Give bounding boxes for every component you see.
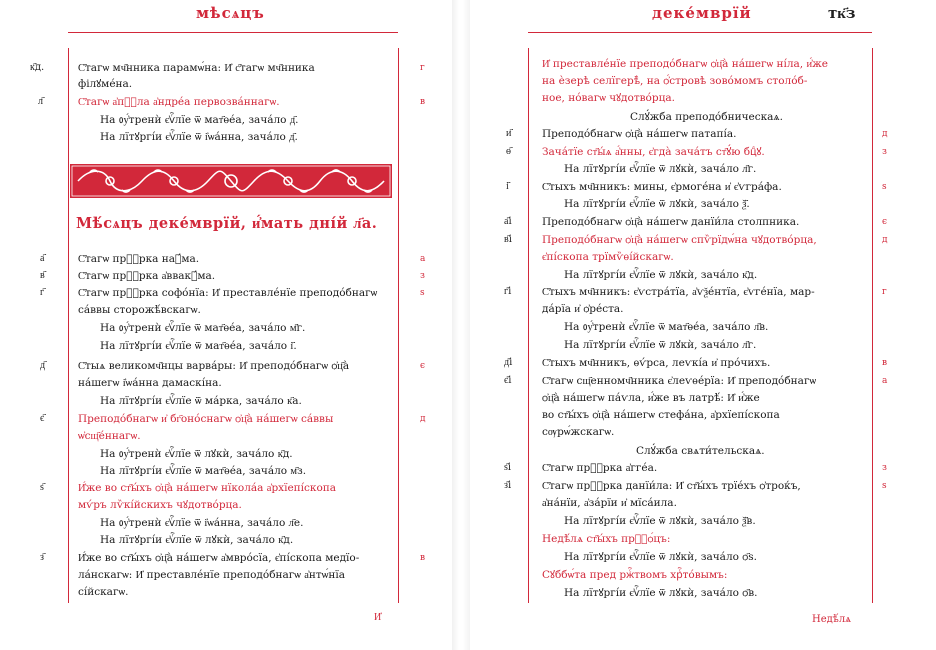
calendar-line: Преподо́бнагѡ и҆ бг҃оно́снагѡ ѻ҆ц҃а̀ на́шегѡ са́ввы	[78, 413, 334, 425]
service-mark: ѕ	[420, 288, 425, 298]
calendar-line: Преподо́бнагѡ ѻ҆ц҃а̀ на́шегѡ патапі́а.	[542, 128, 737, 140]
date-number: є҃і	[504, 375, 512, 386]
reading-line: На ᲂу҆́тренѝ є҆ѵⷢ҇лїе ѿ і҆ѡа́нна, зача́ло л҃е.	[100, 517, 304, 529]
date-number: є҃	[40, 413, 45, 424]
service-mark: з	[882, 463, 887, 473]
date-number: а҃	[40, 253, 45, 264]
service-mark: а	[420, 254, 426, 264]
reading-line: На ᲂу҆́тренѝ є҆ѵⷢ҇лїе ѿ мат҃ѳе́а, зача́ло л҃в.	[564, 321, 769, 333]
reading-line: На лїтꙋргі́и є҆ѵⷢ҇лїе ѿ лꙋкѝ, зача́ло к҃д.	[100, 534, 294, 546]
date-number: ѕ҃	[40, 482, 44, 493]
calendar-line: са́ввы сторожѣ́вскагѡ.	[78, 304, 201, 316]
reading-line: На лїтꙋргі́и є҆ѵⷢ҇лїе ѿ мат҃ѳе́а, зача́ло м҃з.	[100, 465, 307, 477]
calendar-line: С҃тагѡ прⷪ҇рка а҆гге́а.	[542, 462, 658, 474]
service-heading: Слꙋ́жба преподо́бническаѧ.	[630, 111, 783, 123]
date-number: а҃і	[504, 216, 512, 227]
calendar-line: да́рїа и҆ ѻ҆ре́ста.	[542, 303, 624, 315]
calendar-line: С҃тыхъ мч҃нникъ: є҆ѵстра́тїа, а҆ѵѯе́нтїа, є҆ѵге́нїа, мар-	[542, 286, 815, 298]
date-number: г҃	[40, 287, 45, 298]
calendar-line: ѻ҆ц҃а̀ на́шегѡ па́ѵла, и҆́же въ латрѣ́: И҆ и҆́же	[542, 392, 760, 404]
reading-line: На лїтꙋргі́и є҆ѵⷢ҇лїе ѿ лꙋкѝ, зача́ло л҃г.	[564, 163, 757, 175]
calendar-line: С҃тыхъ мч҃нникъ, ѳѵ́рса, леѵкі́а и҆ про́чихъ.	[542, 357, 771, 369]
calendar-line: С҃тагѡ прⷪ҇рка а҆ввакꙋ́ма.	[78, 270, 216, 282]
calendar-line: на ѐзерѣ селїгерѣ̀, на ѻ҆́стровѣ зово́момъ столо́б-	[542, 75, 808, 87]
reading-line: На лїтꙋргі́и є҆ѵⷢ҇лїе ѿ лꙋкѝ, зача́ло ѯ҃.	[564, 198, 750, 210]
reading-line: На лїтꙋргі́и є҆ѵⷢ҇лїе ѿ лꙋкѝ, зача́ло л҃г.	[564, 339, 757, 351]
reading-line: На лїтꙋргі́и є҆ѵⷢ҇лїе ѿ лꙋкѝ, зача́ло ѻ҃ѕ.	[564, 551, 757, 563]
catchword: Недѣ́лѧ	[812, 614, 852, 625]
catchword: И҆	[374, 612, 382, 623]
left-margin-rule	[68, 48, 69, 603]
date-number: д҃	[40, 360, 46, 371]
date-number: в҃	[40, 270, 45, 281]
decorative-headpiece	[70, 164, 392, 198]
date-number: г҃і	[504, 286, 512, 297]
service-mark: в	[420, 553, 426, 563]
page-header-left: мѣсѧцъ	[196, 4, 265, 22]
calendar-line: во ст҃ы́хъ ѻ҆ц҃а̀ на́шегѡ стефа́на, а҆рхїепі́скопа	[542, 409, 780, 421]
header-rule-left	[68, 32, 398, 33]
service-mark: є	[420, 361, 426, 371]
service-mark: ѕ	[882, 481, 887, 491]
reading-line: На ᲂу҆́тренѝ є҆ѵⷢ҇лїе ѿ мат҃ѳе́а, зача́ло м҃г.	[100, 322, 306, 334]
left-page	[0, 0, 452, 650]
calendar-line: И҆ преставле́нїе преподо́бнагѡ ѻ҆ц҃а̀ на́шегѡ ні́ла, и҆́же	[542, 58, 828, 70]
reading-line: На лїтꙋргі́и є҆ѵⷢ҇лїе ѿ лꙋкѝ, зача́ло ѻ҃в.	[564, 587, 758, 599]
right-margin-rule	[398, 48, 399, 603]
date-number: и҃	[506, 128, 512, 139]
service-mark: з	[882, 147, 887, 157]
date-number: ѳ҃	[506, 146, 511, 157]
date-number: в҃і	[504, 234, 512, 245]
month-heading: Мѣ́сѧцъ деке́мврїй, и҆́мать дні́й л҃а.	[76, 215, 378, 232]
calendar-line: С҃тагѡ прⷪ҇рка наꙋ́ма.	[78, 253, 200, 265]
calendar-line: ѡ҆сщ҃е́ннагѡ.	[78, 430, 141, 442]
date-number: д҃і	[504, 357, 513, 368]
calendar-line: И҆́же во ст҃ы́хъ ѻ҆ц҃а̀ на́шегѡ нїкола́а а҆рхїепі́скопа	[78, 482, 337, 494]
calendar-line: С҃тыхъ мч҃нникъ: мины, є҆рмоге́на и҆ є҆ѵгра́фа.	[542, 181, 782, 193]
date-number: ѕ҃і	[504, 462, 512, 473]
calendar-line: С҃тагѡ а҆пⷭ҇ла а҆ндре́а первозва́ннагѡ.	[78, 96, 280, 108]
calendar-line: Преподо́бнагѡ ѻ҆ц҃а̀ на́шегѡ спѷрїдѡ́на чꙋдотво́рца,	[542, 234, 817, 246]
book-gutter	[452, 0, 470, 650]
date-number: з҃і	[504, 480, 512, 491]
right-page	[470, 0, 936, 650]
reading-line: На лїтꙋргі́и є҆ѵⷢ҇лїе ѿ і҆ѡа́нна, зача́ло д҃.	[100, 131, 298, 143]
right-margin-rule	[872, 48, 873, 603]
calendar-line: С҃тагѡ мч҃нника парамѡ́на: И҆ с҃тагѡ мч҃нника	[78, 62, 315, 74]
calendar-line: Преподо́бнагѡ ѻ҆ц҃а̀ на́шегѡ данїи́ла столпника.	[542, 216, 800, 228]
service-mark: д	[420, 414, 426, 424]
calendar-line: філꙋме́на.	[78, 78, 133, 90]
service-mark: г	[882, 287, 887, 297]
date-number: л҃	[38, 96, 43, 107]
calendar-line: Зача́тїе ст҃ы́ѧ а҆́нны, є҆гда̀ зача́тъ ст҃ꙋ́ю бцⷣꙋ.	[542, 146, 765, 158]
calendar-line: а҆на́нїи, а҆за́рїи и҆ мїса́ила.	[542, 497, 677, 509]
reading-line: На лїтꙋргі́и є҆ѵⷢ҇лїе ѿ лꙋкѝ, зача́ло ѯ҃в.	[564, 515, 756, 527]
calendar-line: Недѣ́лѧ ст҃ы́хъ прⷪ҇ѻ́цъ:	[542, 533, 671, 545]
service-mark: г	[420, 63, 425, 73]
calendar-line: С҃тагѡ прⷪ҇рка софо́нїа: И҆ преставле́нїе преподо́бнагѡ	[78, 287, 378, 299]
reading-line: На лїтꙋргі́и є҆ѵⷢ҇лїе ѿ лꙋкѝ, зача́ло к҃д.	[564, 269, 758, 281]
calendar-line: ла́нскагѡ: И҆ преставле́нїе преподо́бнагѡ а҆нтѡ́нїа	[78, 569, 346, 581]
reading-line: На ᲂу҆́тренѝ є҆ѵⷢ҇лїе ѿ лꙋкѝ, зача́ло к҃д.	[100, 448, 293, 460]
reading-line: На лїтꙋргі́и є҆ѵⷢ҇лїе ѿ ма́рка, зача́ло к҃а.	[100, 395, 302, 407]
calendar-line: сі́йскагѡ.	[78, 586, 129, 598]
calendar-line: на́шегѡ і҆ѡа́нна дамаскі́на.	[78, 377, 222, 389]
service-heading: Слꙋ́жба свѧти́тельскаѧ.	[636, 445, 765, 457]
service-mark: з	[420, 271, 425, 281]
service-mark: є	[882, 217, 888, 227]
calendar-line: мѵ́ръ лѷкі́йскихъ чꙋдотво́рца.	[78, 499, 242, 511]
service-mark: а	[882, 376, 888, 386]
service-mark: д	[882, 235, 888, 245]
calendar-line: сѹрѡ́жскагѡ.	[542, 426, 615, 438]
page-number: тк҃з	[828, 4, 856, 22]
date-number: з҃	[40, 552, 44, 563]
calendar-line: С҃тагѡ прⷪ҇рка данїи́ла: И҆ ст҃ы́хъ трїе́хъ ѻ҆троќъ,	[542, 480, 801, 492]
header-rule-right	[528, 32, 872, 33]
calendar-line: С҃тыѧ великомч҃нцы варва́ры: И҆ преподо́бнагѡ ѻ҆ц҃а̀	[78, 360, 350, 372]
service-mark: в	[882, 358, 888, 368]
calendar-line: И҆́же во ст҃ы́хъ ѻ҆ц҃а̀ на́шегѡ а҆мвро́сїа, є҆пі́скопа медїо-	[78, 552, 360, 564]
calendar-line: Сꙋббѡ́та пред ржⷭ҇твомъ хрⷭ҇то́вымъ:	[542, 569, 728, 581]
page-header-right: деке́мврїй	[652, 4, 752, 22]
service-mark: д	[882, 129, 888, 139]
service-mark: ѕ	[882, 182, 887, 192]
left-margin-rule	[528, 48, 529, 603]
reading-line: На лїтꙋргі́и є҆ѵⷢ҇лїе ѿ мат҃ѳе́а, зача́ло і҃.	[100, 340, 297, 352]
calendar-line: ное, но́вагѡ чꙋдотво́рца.	[542, 92, 675, 104]
calendar-line: є҆пі́скопа трїмѷѳі́йскагѡ.	[542, 251, 674, 263]
reading-line: На ᲂу҆́тренѝ є҆ѵⷢ҇лїе ѿ мат҃ѳе́а, зача́ло д҃.	[100, 114, 299, 126]
calendar-line: С҃тагѡ сщ҃енномч҃нника є҆леѵѳе́рїа: И҆ преподо́бнагѡ	[542, 375, 817, 387]
date-number: к҃д.	[30, 62, 45, 73]
service-mark: в	[420, 97, 426, 107]
date-number: і҃	[506, 181, 509, 192]
